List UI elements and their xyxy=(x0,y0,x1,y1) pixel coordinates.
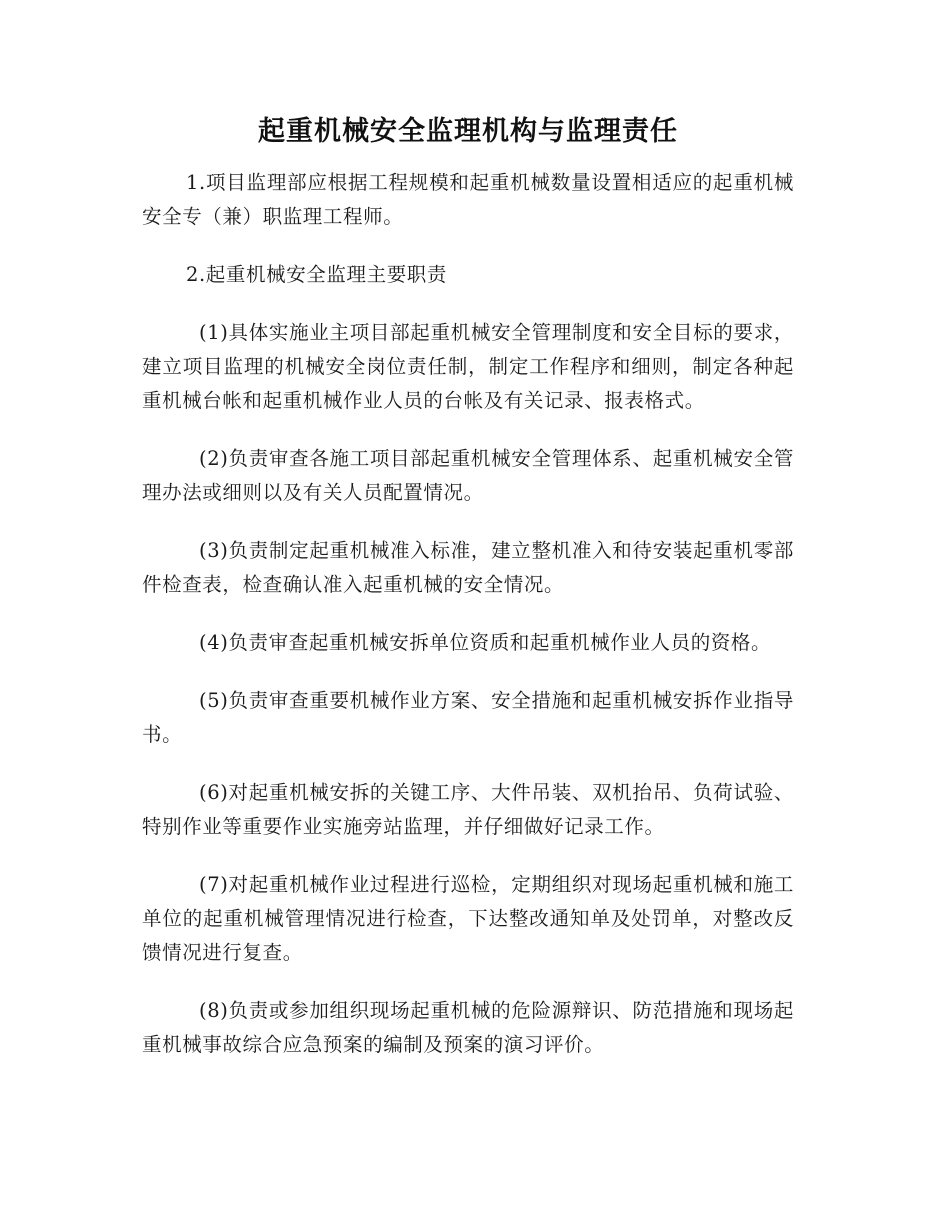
duty-item-7: (7)对起重机械作业过程进行巡检，定期组织对现场起重机械和施工单位的起重机械管理情况进行检查，下达整改通知单及处罚单，对整改反馈情况进行复查。 xyxy=(142,873,794,964)
paragraph-1: 1.项目监理部应根据工程规模和起重机械数量设置相适应的起重机械安全专（兼）职监理工程师。 xyxy=(142,171,794,228)
paragraph-2-heading: 2.起重机械安全监理主要职责 xyxy=(186,263,448,286)
duty-item-6: (6)对起重机械安拆的关键工序、大件吊装、双机抬吊、负荷试验、特别作业等重要作业实施旁站监理，并仔细做好记录工作。 xyxy=(142,781,794,838)
duty-item-3: (3)负责制定起重机械准入标准，建立整机准入和待安装起重机零部件检查表，检查确认准入起重机械的安全情况。 xyxy=(142,539,794,596)
document-page xyxy=(142,112,794,1062)
duty-item-8: (8)负责或参加组织现场起重机械的危险源辩识、防范措施和现场起重机械事故综合应急预案的编制及预案的演习评价。 xyxy=(142,999,794,1056)
duty-item-5: (5)负责审查重要机械作业方案、安全措施和起重机械安拆作业指导书。 xyxy=(142,689,794,746)
duty-item-1: (1)具体实施业主项目部起重机械安全管理制度和安全目标的要求，建立项目监理的机械安全岗位责任制，制定工作程序和细则，制定各种起重机械台帐和起重机械作业人员的台帐及有关记录、报表格式。 xyxy=(142,321,794,412)
duty-item-4: (4)负责审查起重机械安拆单位资质和起重机械作业人员的资格。 xyxy=(199,631,772,654)
document-title: 起重机械安全监理机构与监理责任 xyxy=(258,116,678,147)
duty-item-2: (2)负责审查各施工项目部起重机械安全管理体系、起重机械安全管理办法或细则以及有关人员配置情况。 xyxy=(142,447,794,504)
